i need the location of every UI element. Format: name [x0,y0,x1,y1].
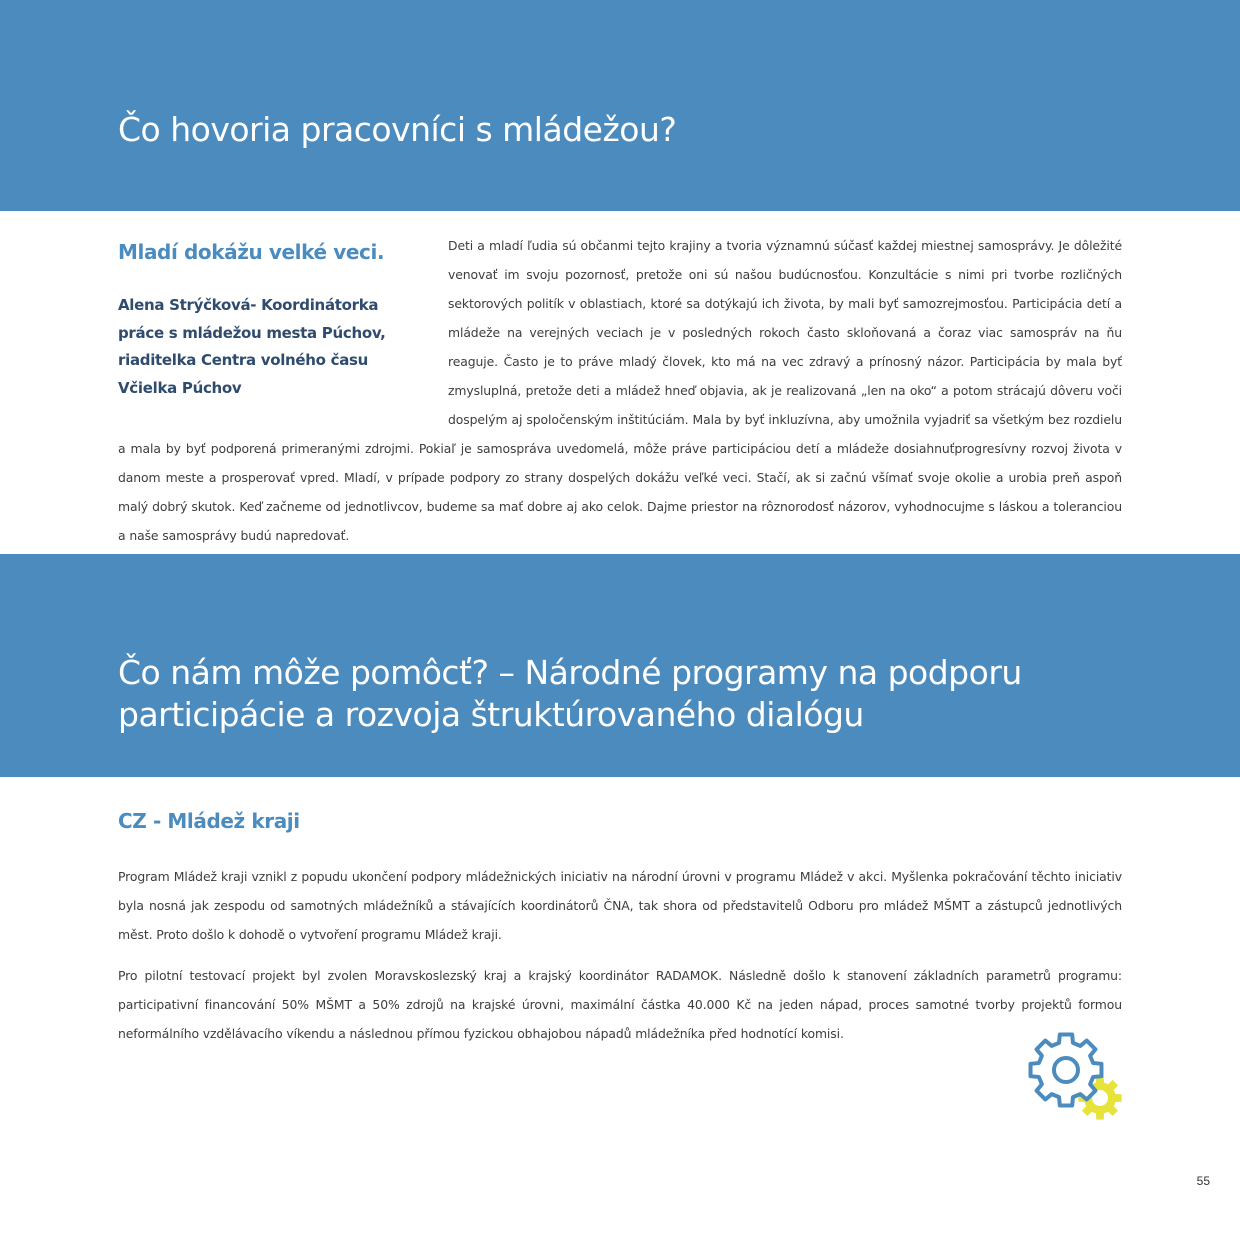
program-heading: CZ - Mládež kraji [118,809,300,833]
quote-heading: Mladí dokážu velké veci. [118,240,385,264]
youth-workers-section [118,230,1122,550]
page-number: 55 [1196,1174,1210,1188]
section-banner-top [0,0,1240,211]
quote-body-text: Deti a mladí ľudia sú občanmi tejto krajiny a tvoria významnú súčasť každej miestnej samosprávy. Je dôležité venovať im svoju pozornosť, pretože oni sú našou budúcnosťou. Konzultácie s nimi pri tvorbe rozličných sektorových politík v oblastiach, ktoré sa dotýkajú ich života, by mali byť samozrejmosťou. Participácia detí a mládeže na verejných veciach je v posledných rokoch často skloňovaná a čoraz viac samospráv na ňu reaguje. Často je to práve mladý človek, kto má na vec zdravý a prínosný názor. Participácia by mala byť zmysluplná, pretože deti a mládež hneď objavia, ak je realizovaná „len na oko“ a potom strácajú dôveru voči dospelým aj spoločenským inštitúciám. Mala by byť inkluzívna, aby umožnila vyjadriť sa všetkým bez rozdielu a mala by byť podporená primeranými zdrojmi. Pokiaľ je samospráva uvedomelá, môže práve participáciou detí a mládeže dosiahnuťprogresívny rozvoj života v danom meste a prosperovať vpred. Mladí, v prípade podpory zo strany dospelých dokážu veľké veci. Stačí, ak si začnú všímať svoje okolie a urobia preň aspoň malý dobrý skutok. Keď začneme od jednotlivcov, budeme sa mať dobre aj ako celok. Dajme priestor na rôznorodosť názorov, vyhodnocujme s láskou a toleranciou a naše samosprávy budú napredovať. [118,238,1122,543]
section-banner-programs [0,554,1240,777]
programs-section [118,805,1122,1048]
program-paragraph-2: Pro pilotní testovací projekt byl zvolen Moravskoslezský kraj a krajský koordinátor RADAMOK. Následně došlo k stanovení základních parametrů programu: participativní financování 50% MŠMT a 50% zdrojů na krajské úrovni, maximální částka 40.000 Kč na jeden nápad, proces samotné tvorby projektů formou neformálního vzdělávacího víkendu a následnou přímou fyzickou obhajobou nápadů mládežníka před hodnotící komisi. [118,968,1122,1041]
blue-gear-icon [1031,1035,1102,1106]
section-title-youth-workers: Čo hovoria pracovníci s mládežou? [118,110,677,149]
program-paragraph-1: Program Mládež kraji vznikl z popudu ukončení podpory mládežnických iniciativ na národní úrovni v programu Mládež v akci. Myšlenka pokračování těchto iniciativ byla nosná jak zespodu od samotných mládežníků a stávajících koordinátorů ČNA, tak shora od představitelů Odboru pro mládež MŠMT a zástupců jednotlivých měst. Proto došlo k dohodě o vytvoření programu Mládež kraji. [118,869,1122,942]
gears-icon [1024,1030,1128,1126]
quote-author: Alena Strýčková- Koordinátorka práce s mládežou mesta Púchov, riaditelka Centra volného času Včielka Púchov [118,296,386,397]
section-title-national-programs: Čo nám môže pomôcť? – Národné programy na podporu participácie a rozvoja štruktúrovaného dialógu [118,653,1022,734]
quote-sidebar [118,230,424,416]
